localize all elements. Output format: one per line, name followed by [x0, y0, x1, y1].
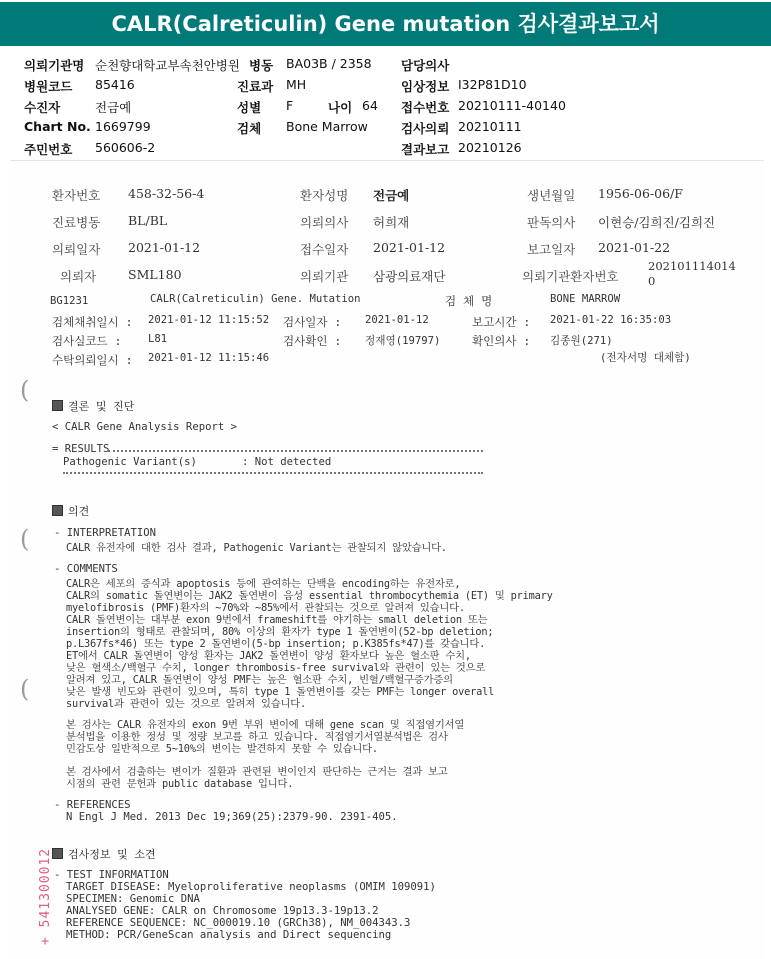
square-bullet-icon — [52, 848, 63, 859]
org-patient-no: 202101114014 — [648, 259, 736, 273]
header-value: 전금예 — [95, 100, 132, 115]
interpretation-heading: - INTERPRETATION — [54, 527, 157, 539]
comment-line: ET에서 CALR 돌연변이 양성 환자는 JAK2 돌연변이 양성 환자보다 높은 혈소판 수치, — [66, 650, 471, 662]
header-label: 진료과 — [237, 79, 274, 94]
conclusion-heading-text: 결론 및 진단 — [68, 400, 135, 413]
org-patient-no-cont: 0 — [648, 274, 656, 288]
header-label: 주민번호 — [24, 142, 73, 157]
field-label: 검사일자 : — [283, 315, 342, 329]
requesting-doctor: 허희재 — [373, 215, 410, 230]
opinion-heading — [52, 503, 89, 519]
comment-line: p.L367fs*46) 또는 type 2 돌연변이(5-bp insertion; p.K385fs*47)를 갖습니다. — [66, 638, 486, 650]
header-label: 담당의사 — [401, 58, 450, 73]
header-label: 나이 — [328, 100, 353, 115]
field-label: 접수일자 — [300, 242, 349, 257]
square-bullet-icon — [52, 505, 63, 516]
binder-mark-icon: ( — [20, 376, 30, 404]
header-label: 병동 — [249, 58, 274, 73]
reading-doctor: 이현승/김희진/김희진 — [598, 215, 716, 230]
field-label: 환자성명 — [300, 188, 349, 203]
results-label: = RESULTS — [52, 443, 110, 455]
field-label: 의뢰자 — [60, 269, 97, 284]
ti-line: SPECIMEN: Genomic DNA — [66, 893, 200, 905]
ti-line: METHOD: PCR/GeneScan analysis and Direct sequencing — [66, 929, 392, 941]
reference-text: N Engl J Med. 2013 Dec 19;369(25):2379-90. 2391-405. — [66, 811, 398, 823]
specimen-name: BONE MARROW — [550, 293, 621, 305]
field-label: 판독의사 — [527, 215, 576, 230]
header-label: 수진자 — [24, 100, 61, 115]
paragraph-line: 민감도상 일반적으로 5~10%의 변이는 발견하지 못할 수 있습니다. — [66, 743, 378, 755]
opinion-heading-text: 의견 — [68, 505, 90, 518]
conclusion-heading — [52, 398, 134, 414]
square-bullet-icon — [52, 400, 63, 411]
header-label: 의뢰기관명 — [24, 58, 85, 73]
field-label: 의뢰기관환자번호 — [522, 269, 619, 284]
divider — [108, 450, 483, 452]
header-label: 임상정보 — [401, 79, 450, 94]
e-signature-note: (전자서명 대체함) — [600, 352, 691, 364]
test-information-heading: - TEST INFORMATION — [54, 869, 169, 881]
field-label: 의뢰기관 — [300, 269, 349, 284]
field-label: 의뢰일자 — [52, 242, 101, 257]
results-row-value: : Not detected — [242, 456, 332, 468]
header-label: 검사의뢰 — [401, 121, 450, 136]
header-value: BA03B / 2358 — [286, 56, 372, 71]
test-date: 2021-01-12 — [365, 314, 429, 326]
comment-line: myelofibrosis (PMF)환자의 ~70%와 ~85%에서 관찰되는 것으로 알려져 있습니다. — [66, 602, 465, 614]
paragraph-line: 분석법을 이용한 정성 및 정량 보고를 하고 있습니다. 직접염기서열분석법은 검사 — [66, 731, 448, 743]
testinfo-heading-text: 검사정보 및 소견 — [68, 848, 156, 861]
header-label: 접수번호 — [401, 100, 450, 115]
ti-line: REFERENCE SEQUENCE: NC_000019.10 (GRCh38), NM_004343.3 — [66, 917, 411, 929]
receive-date: 2021-01-12 — [373, 240, 446, 255]
field-label: 진료병동 — [52, 215, 101, 230]
header-label: Chart No. — [24, 119, 91, 134]
binder-mark-icon: ( — [20, 525, 30, 553]
divider — [63, 472, 483, 474]
results-row-label: Pathogenic Variant(s) — [63, 456, 197, 468]
report-subtitle: < CALR Gene Analysis Report > — [52, 421, 237, 433]
title-banner — [0, 2, 771, 46]
header-label: 병원코드 — [24, 79, 73, 94]
ti-line: ANALYSED GENE: CALR on Chromosome 19p13.3-19p13.2 — [66, 905, 379, 917]
comment-line: CALR 돌연변이는 대부분 exon 9번에서 frameshift를 야기하는 small deletion 또는 — [66, 614, 488, 626]
header-value: I32P81D10 — [458, 77, 527, 92]
comment-line: survival과 관련이 있는 것으로 알려져 있습니다. — [66, 698, 306, 710]
order-time: 2021-01-12 11:15:46 — [148, 352, 270, 364]
field-label: 보고시간 : — [472, 315, 531, 329]
requester: SML180 — [128, 267, 182, 282]
field-label: 수탁의뢰일시 : — [52, 353, 133, 367]
header-label: 검체 — [237, 121, 262, 136]
field-label: 의뢰의사 — [300, 215, 349, 230]
lab-code: L81 — [148, 333, 168, 345]
test-name: CALR(Calreticulin) Gene. Mutation — [150, 293, 361, 305]
header-value: 64 — [362, 98, 378, 113]
paragraph-line: 본 검사는 CALR 유전자의 exon 9번 부위 변이에 대해 gene scan 및 직접염기서열 — [66, 719, 465, 731]
patient-dob: 1956-06-06/F — [598, 186, 683, 201]
header-value: 1669799 — [95, 119, 151, 134]
testinfo-heading — [52, 846, 156, 862]
field-label: 환자번호 — [52, 188, 101, 203]
field-label: 확인의사 : — [472, 334, 531, 348]
comment-line: CALR은 세포의 증식과 apoptosis 등에 관여하는 단백을 encoding하는 유전자로, — [66, 578, 461, 590]
field-label: 보고일자 — [527, 242, 576, 257]
paragraph-line: 본 검사에서 검출하는 변이가 질환과 관련된 변이인지 판단하는 근거는 결과 보고 — [66, 766, 448, 778]
header-value: 560606-2 — [95, 140, 156, 155]
collect-time: 2021-01-12 11:15:52 — [148, 314, 270, 326]
header-value: 20210111-40140 — [458, 98, 566, 113]
header-value: MH — [286, 77, 307, 92]
requesting-org: 삼광의료재단 — [373, 269, 446, 284]
interpretation-text: CALR 유전자에 대한 검사 결과, Pathogenic Variant는 관찰되지 않았습니다. — [66, 542, 447, 554]
header-value: 85416 — [95, 77, 135, 92]
comment-line: 낮은 발생 빈도와 관련이 있으며, 특히 type 1 돌연변이를 갖는 PMF는 longer overall — [66, 686, 495, 698]
report-title: CALR(Calreticulin) Gene mutation 검사결과보고서 — [111, 12, 660, 36]
test-code: BG1231 — [50, 295, 89, 307]
comment-line: CALR의 somatic 돌연변이는 JAK2 돌연변이 음성 essential thrombocythemia (ET) 및 primary — [66, 590, 553, 602]
vertical-stamp: + 541300012 — [38, 847, 53, 945]
field-label: 검체채취일시 : — [52, 315, 133, 329]
comments-heading: - COMMENTS — [54, 563, 118, 575]
verifying-doctor: 김종원(271) — [550, 335, 613, 347]
header-label: 결과보고 — [401, 142, 450, 157]
header-value: 20210111 — [458, 119, 522, 134]
report-time: 2021-01-22 16:35:03 — [550, 314, 672, 326]
header-value: 순천향대학교부속천안병원 — [95, 58, 240, 73]
references-heading: - REFERENCES — [54, 799, 131, 811]
paragraph-line: 시점의 관련 문헌과 public database 입니다. — [66, 778, 294, 790]
header-value: Bone Marrow — [286, 119, 368, 134]
header-label: 성별 — [237, 100, 262, 115]
header-value: F — [286, 98, 294, 113]
ward: BL/BL — [128, 213, 168, 228]
patient-name: 전금예 — [373, 188, 410, 203]
binder-mark-icon: ( — [20, 675, 30, 703]
comment-line: 알려져 있고, CALR 돌연변이 양성 PMF는 높은 혈소판 수치, 빈혈/백혈구증가증의 — [66, 674, 453, 686]
ti-line: TARGET DISEASE: Myeloproliferative neoplasms (OMIM 109091) — [66, 881, 436, 893]
field-label: 생년월일 — [527, 188, 576, 203]
specimen-label: 검 체 명 — [445, 294, 493, 308]
request-date: 2021-01-12 — [128, 240, 201, 255]
report-date: 2021-01-22 — [598, 240, 671, 255]
field-label: 검사확인 : — [283, 334, 342, 348]
patient-id: 458-32-56-4 — [128, 186, 205, 201]
comment-line: insertion의 형태로 관찰되며, 80% 이상의 환자가 type 1 돌연변이(52-bp deletion; — [66, 626, 494, 638]
comment-line: 낮은 혈색소/백혈구 수치, longer thrombosis-free survival와 관련이 있는 것으로 — [66, 662, 486, 674]
header-value: 20210126 — [458, 140, 522, 155]
confirmer: 정재영(19797) — [365, 335, 441, 347]
field-label: 검사실코드 : — [52, 334, 122, 348]
